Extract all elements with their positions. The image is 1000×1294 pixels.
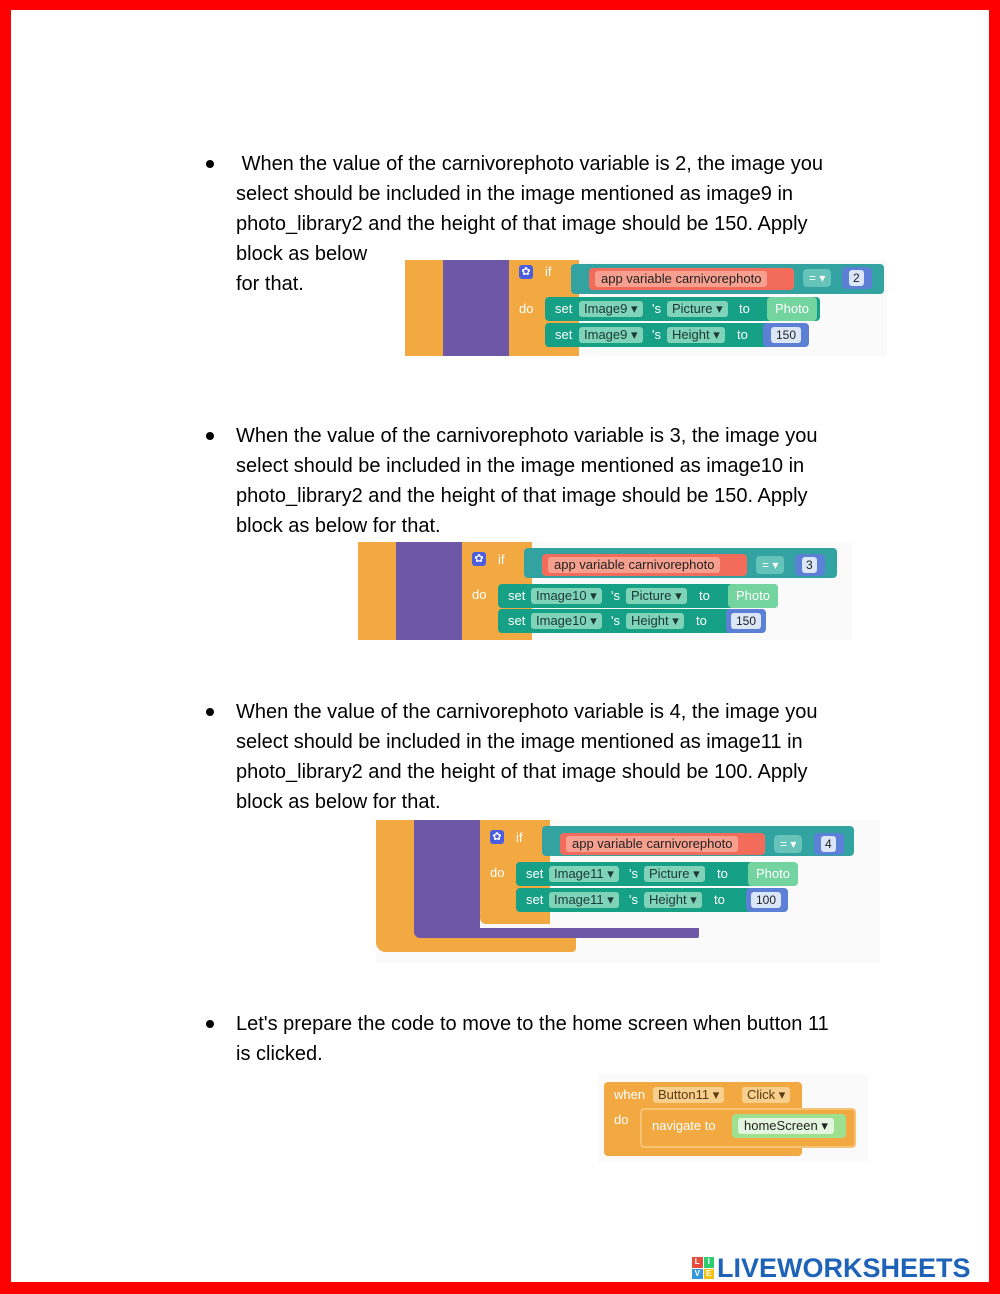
bullet-text: When the value of the carnivorephoto variable is 2, the image you select should be included in the image mentioned as image9 in photo_library2 and the height of that image should be 150. Apply block as below for that.: [236, 153, 824, 295]
bullet-dot: [206, 432, 214, 440]
screen-dropdown[interactable]: homeScreen ▾: [738, 1118, 834, 1134]
event-dropdown[interactable]: Click ▾: [742, 1087, 790, 1103]
number-value: 3: [802, 557, 817, 573]
screen-block: [732, 1114, 846, 1138]
variable-label: app variable carnivorephoto: [566, 836, 738, 852]
code-block-image-1: [405, 260, 887, 356]
variable-block: [542, 554, 747, 576]
set-picture-row: set Image9 ▾ 's Picture ▾ to: [545, 297, 820, 321]
property-dropdown[interactable]: Picture ▾: [667, 301, 728, 317]
variable-label: app variable carnivorephoto: [548, 557, 720, 573]
component-dropdown[interactable]: Image11 ▾: [549, 866, 619, 882]
do-keyword: do: [614, 1112, 629, 1127]
set-picture-row: set Image11 ▾ 's Picture ▾ to: [516, 862, 796, 886]
height-value-block: 100: [746, 888, 788, 912]
bullet-text: When the value of the carnivorephoto variable is 3, the image you select should be included in the image mentioned as image10 in photo_library2 and the height of that image should be 150. Apply block as below for that.: [236, 425, 818, 537]
bullet-text: Let's prepare the code to move to the home screen when button 11 is clicked.: [236, 1013, 829, 1065]
gear-icon: ✿: [490, 830, 504, 844]
property-dropdown[interactable]: Picture ▾: [626, 588, 687, 604]
variable-label: app variable carnivorephoto: [595, 271, 767, 287]
equals-dropdown[interactable]: = ▾: [803, 269, 831, 287]
navigate-label: navigate to: [652, 1118, 716, 1133]
button-dropdown[interactable]: Button11 ▾: [653, 1087, 724, 1103]
gear-icon: ✿: [519, 265, 533, 279]
variable-block: [560, 833, 765, 855]
set-height-row: set Image11 ▾ 's Height ▾ to: [516, 888, 778, 912]
property-dropdown[interactable]: Height ▾: [644, 892, 702, 908]
number-block: [814, 833, 844, 855]
property-dropdown[interactable]: Height ▾: [667, 327, 725, 343]
photo-block: Photo: [767, 297, 817, 321]
bullet-text: When the value of the carnivorephoto variable is 4, the image you select should be included in the image mentioned as image11 in photo_library2 and the height of that image should be 100. Apply block as below for that.: [236, 701, 818, 813]
logo-text: LIVEWORKSHEETS: [717, 1253, 971, 1283]
gear-icon: ✿: [472, 552, 486, 566]
set-height-row: set Image10 ▾ 's Height ▾ to: [498, 609, 760, 633]
if-keyword: if: [545, 264, 552, 279]
when-keyword: when: [614, 1087, 646, 1102]
variable-block: [589, 268, 794, 290]
do-keyword: do: [472, 587, 487, 602]
component-dropdown[interactable]: Image11 ▾: [549, 892, 619, 908]
equals-dropdown[interactable]: = ▾: [774, 835, 802, 853]
number-value: 2: [849, 270, 864, 286]
property-dropdown[interactable]: Height ▾: [626, 613, 684, 629]
component-dropdown[interactable]: Image10 ▾: [531, 613, 602, 629]
height-value-block: 150: [763, 323, 809, 347]
if-keyword: if: [516, 830, 523, 845]
set-height-row: set Image9 ▾ 's Height ▾ to: [545, 323, 805, 347]
liveworksheets-logo: [692, 1254, 971, 1282]
bullet-dot: [206, 1020, 214, 1028]
number-block: [795, 554, 825, 576]
when-block-image: [598, 1074, 868, 1162]
component-dropdown[interactable]: Image9 ▾: [579, 301, 643, 317]
equals-dropdown[interactable]: = ▾: [756, 556, 784, 574]
code-block-image-3: [376, 820, 880, 963]
number-block: [842, 267, 872, 289]
bullet-dot: [206, 708, 214, 716]
component-dropdown[interactable]: Image10 ▾: [531, 588, 602, 604]
height-value-block: 150: [726, 609, 766, 633]
set-picture-row: set Image10 ▾ 's Picture ▾ to: [498, 584, 778, 608]
code-block-image-2: [358, 542, 852, 640]
component-dropdown[interactable]: Image9 ▾: [579, 327, 643, 343]
photo-block: Photo: [728, 584, 778, 608]
do-keyword: do: [490, 865, 505, 880]
if-keyword: if: [498, 552, 505, 567]
bullet-dot: [206, 160, 214, 168]
do-keyword: do: [519, 301, 534, 316]
number-value: 4: [821, 836, 836, 852]
photo-block: Photo: [748, 862, 798, 886]
property-dropdown[interactable]: Picture ▾: [644, 866, 705, 882]
logo-mark-icon: L I V E: [692, 1257, 714, 1279]
